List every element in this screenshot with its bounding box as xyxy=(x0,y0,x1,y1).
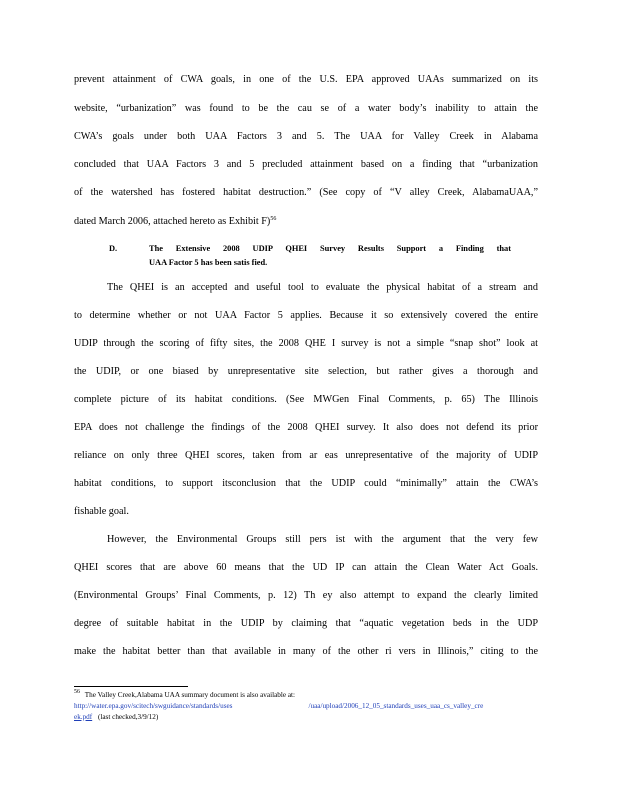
body-line: of the watershed has fostered habitat destruction.” (See copy of “V alley Creek, AlabamaUAA,” xyxy=(74,187,538,198)
body-line: EPA does not challenge the findings of the 2008 QHEI survey. It also does not defend its prior xyxy=(74,422,538,433)
body-line: habitat conditions, to support itsconclusion that the UDIP could “minimally” attain the CWA’s xyxy=(74,478,538,489)
body-line: (Environmental Groups’ Final Comments, p. 12) Th ey also attempt to expand the clearly limited xyxy=(74,590,538,601)
body-line: However, the Environmental Groups still pers ist with the argument that the very few xyxy=(107,534,538,545)
body-line: make the habitat better than that available in many of the other ri vers in Illinois,” citing to the xyxy=(74,646,538,657)
body-line: degree of suitable habitat in the UDIP by claiming that “aquatic vegetation beds in the UDP xyxy=(74,618,538,629)
footnote-reference: 56 xyxy=(270,216,277,222)
footnote-line xyxy=(74,713,158,722)
body-line: website, “urbanization” was found to be the cau se of a water body’s inability to attain the xyxy=(74,103,538,114)
body-line: complete picture of its habitat conditions. (See MWGen Final Comments, p. 65) The Illinois xyxy=(74,394,538,405)
body-line: prevent attainment of CWA goals, in one of the U.S. EPA approved UAAs summarized on its xyxy=(74,74,538,85)
footnote-line xyxy=(74,691,295,700)
body-line: QHEI scores that are above 60 means that the UD IP can attain the Clean Water Act Goals. xyxy=(74,562,538,573)
body-line: concluded that UAA Factors 3 and 5 precluded attainment based on a finding that “urbanization xyxy=(74,159,538,170)
body-line: UDIP through the scoring of fifty sites, the 2008 QHE I survey is not a simple “snap shot” look at xyxy=(74,338,538,349)
footnote-url-line[interactable] xyxy=(74,702,483,711)
footnote-text: The Valley Creek,Alabama UAA summary document is also available at: xyxy=(84,691,296,699)
footnote-number: 56 xyxy=(74,689,80,695)
footnote-url-link[interactable]: ek.pdf xyxy=(74,713,93,721)
section-heading-line1: The Extensive 2008 UDIP QHEI Survey Results Support a Finding that xyxy=(149,244,511,253)
body-text: dated March 2006, attached hereto as Exhibit F) xyxy=(74,216,271,227)
footnote-checked: (last checked,3/9/12) xyxy=(97,713,159,721)
section-heading-line2: UAA Factor 5 has been satis fied. xyxy=(149,258,268,267)
footnote-separator xyxy=(74,686,188,687)
footnote-url-part2[interactable]: /uaa/upload/2006_12_05_standards_uses_uaa_cs_valley_cre xyxy=(308,702,484,710)
body-line-last xyxy=(74,216,538,228)
body-line: to determine whether or not UAA Factor 5 applies. Because it so extensively covered the entire xyxy=(74,310,538,321)
body-line: the UDIP, or one biased by unrepresentative site selection, but rather gives a thorough and xyxy=(74,366,538,377)
section-letter: D. xyxy=(109,244,118,253)
body-line: reliance on only three QHEI scores, taken from ar eas unrepresentative of the majority of UDIP xyxy=(74,450,538,461)
body-line: The QHEI is an accepted and useful tool to evaluate the physical habitat of a stream and xyxy=(107,282,538,293)
footnote-url-part1[interactable]: http://water.epa.gov/scitech/swguidance/standards/uses xyxy=(74,702,233,710)
body-line: CWA’s goals under both UAA Factors 3 and 5. The UAA for Valley Creek in Alabama xyxy=(74,131,538,142)
body-line: fishable goal. xyxy=(74,506,129,517)
